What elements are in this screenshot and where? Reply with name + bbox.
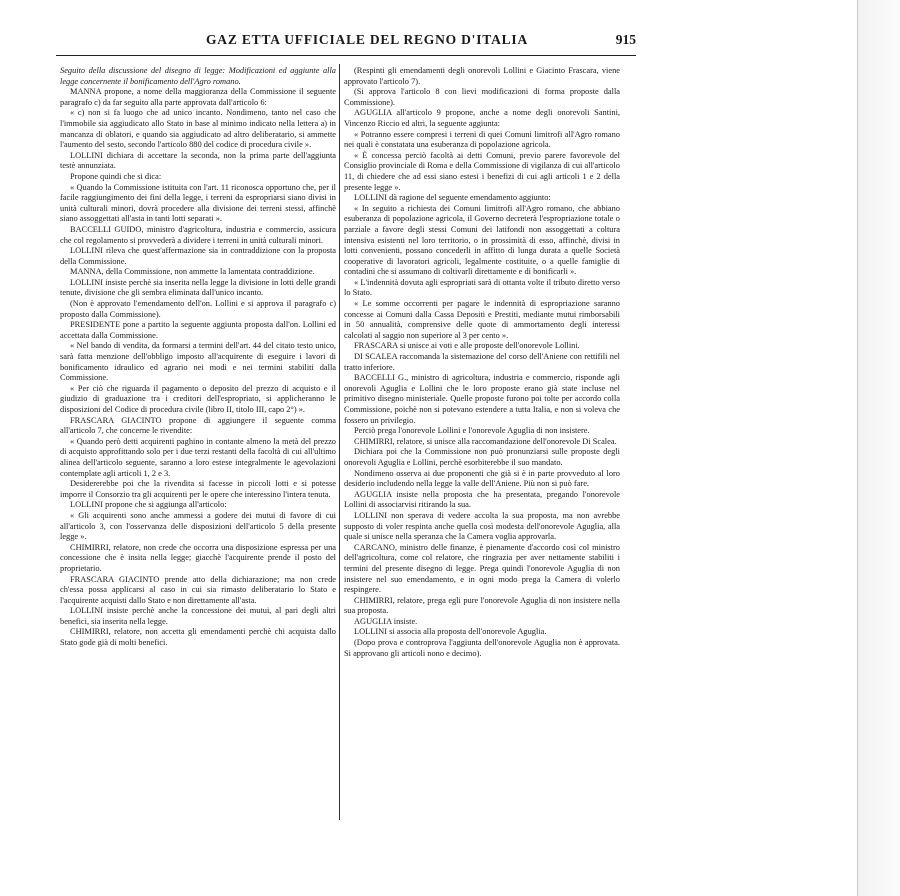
paragraph: Propone quindi che si dica: bbox=[70, 171, 162, 181]
paragraph: LOLLINI insiste perchè sia inserita nella legge la divisione in lotti delle grandi tenute, divisione che gli sembra eliminata dall'unico incanto. bbox=[60, 277, 336, 298]
paragraph: « Per ciò che riguarda il pagamento o deposito del prezzo di acquisto e il giudizio di graduazione tra i creditori dell'espropriato, si applicheranno le disposizioni del Codice di procedura civile (libro II, titolo III, capo 2°) ». bbox=[60, 383, 336, 414]
paragraph: PRESIDENTE pone a partito la seguente aggiunta proposta dall'on. Lollini ed accettata dalla Commissione. bbox=[60, 320, 336, 340]
paragraph: « Nel bando di vendita, da formarsi a termini dell'art. 44 del citato testo unico, sarà fatta menzione dell'obbligo imposto all'acquirente di eseguire i lavori di bonificamento idraulico ed agrario nei modi e nei termini stabiliti dalla Commissione. bbox=[60, 341, 336, 383]
paragraph: LOLLINI non sperava di vedere accolta la sua proposta, ma non avrebbe supposto di voler respinta anche quella così modesta dell'onorevole Aguglia, alla quale si unisce nella speranza che la Camera voglia approvarla. bbox=[344, 510, 620, 542]
paragraph: CHIMIRRI, relatore, non crede che occorra una disposizione espressa per una concessione che è insita nella legge; giacchè l'acquirente prende il posto del proprietario. bbox=[60, 542, 336, 573]
paragraph: Dichiara poi che la Commissione non può pronunziarsi sulle proposte degli onorevoli Aguglia e Lollini, perchè esorbiterebbe il suo mandato. bbox=[344, 447, 620, 467]
page-edge-shadow bbox=[858, 0, 900, 896]
paragraph: Seguito della discussione del disegno di legge: Modificazioni ed aggiunte alla legge concernente il bonificamento dell'Agro romano. bbox=[60, 66, 336, 86]
paragraph: AGUGLIA all'articolo 9 propone, anche a nome degli onorevoli Santini, Vincenzo Riccio ed altri, la seguente aggiunta: bbox=[344, 108, 620, 128]
paragraph: LOLLINI propone che si aggiunga all'articolo: bbox=[70, 500, 227, 510]
paragraph: FRASCARA GIACINTO prende atto della dichiarazione; ma non crede ch'essa possa applicarsi al caso in cui sia rimasto deliberatario lo Stato e l'acquirente acquisti dallo Stato e non direttamente all'asta. bbox=[60, 574, 336, 605]
paragraph: BACCELLI G., ministro di agricoltura, industria e commercio, risponde agli onorevoli Aguglia e Lollini che le loro proposte erano già state incluse nel primitivo disegno ministeriale. Quelle proposte furono poi tolte per accordo colla Commissione, poichè non si potevano estendere a tutta Italia, e non si voleva che fossero un privilegio. bbox=[344, 373, 620, 425]
gazette-title: GAZ ETTA UFFICIALE DEL REGNO D'ITALIA bbox=[206, 32, 529, 47]
paragraph: « È concessa perciò facoltà ai detti Comuni, previo parere favorevole del Consiglio provinciale di Roma e della Commissione di vigilanza di cui all'articolo 11, di chiedere che ad essi siano estesi i benefizi di cui agli articoli 1 e 2 della presente legge ». bbox=[344, 150, 620, 192]
paragraph: FRASCARA si unisce ai voti e alle proposte dell'onorevole Lollini. bbox=[354, 341, 580, 351]
paragraph: « L'indennità dovuta agli espropriati sarà di ottanta volte il tributo diretto verso lo Stato. bbox=[344, 277, 620, 298]
right-column bbox=[344, 66, 620, 659]
paragraph: CARCANO, ministro delle finanze, è pienamente d'accordo così col ministro dell'agricoltura, come col relatore, che ringrazia per aver nettamente stabiliti i termini del presente disegno di legge. Prega quindi l'onorevole Aguglia di non insistere nel suo emendamento, e in ogni modo prega la Camera di volerlo respingere. bbox=[344, 542, 620, 595]
paragraph: (Non è approvato l'emendamento dell'on. Lollini e si approva il paragrafo c) proposto dalla Commissione). bbox=[60, 299, 336, 319]
column-divider bbox=[339, 64, 340, 820]
paragraph: LOLLINI insiste perchè anche la concessione dei mutui, al pari degli altri benefici, sia inserita nella legge. bbox=[60, 606, 336, 626]
paragraph: « Quando però detti acquirenti paghino in contante almeno la metà del prezzo di acquisto approfittando solo per i due terzi restanti della facoltà di cui all'ultimo alinea dell'articolo seguente, saranno a loro estese integralmente le agevolazioni contemplate agli articoli 1, 2 e 3. bbox=[60, 436, 336, 478]
page-edge-line bbox=[857, 0, 858, 896]
paragraph: CHIMIRRI, relatore, si unisce alla raccomandazione dell'onorevole Di Scalea. bbox=[354, 436, 617, 446]
paragraph: (Dopo prova e controprova l'aggiunta dell'onorevole Aguglia non è approvata. Si approvano gli articoli nono e decimo). bbox=[344, 638, 620, 658]
page-header bbox=[56, 30, 636, 50]
paragraph: LOLLINI dà ragione del seguente emendamento aggiunto: bbox=[354, 193, 551, 203]
paragraph: Desidererebbe poi che la rivendita si facesse in piccoli lotti e si potesse imporre il Consorzio tra gli acquirenti per le opere che interessino l'intera tenuta. bbox=[60, 479, 336, 499]
page-number: 915 bbox=[615, 32, 636, 47]
paragraph: MANNA propone, a nome della maggioranza della Commissione il seguente paragrafo c) da far seguito alla parte approvata dall'articolo 6: bbox=[60, 87, 336, 107]
paragraph: (Si approva l'articolo 8 con lievi modificazioni di forma proposte dalla Commissione). bbox=[344, 87, 620, 107]
left-column bbox=[60, 66, 336, 649]
paragraph: AGUGLIA insiste. bbox=[354, 616, 418, 626]
paragraph: « In seguito a richiesta dei Comuni limitrofi all'Agro romano, che abbiano esuberanza di popolazione agricola, il Governo decreterà l'espropriazione totale o parziale a favore degli stessi Comuni dei latifondi non assoggettati a coltura intensiva esistenti nel loro territorio, o in prossimità di esso, affinchè, divisi in lotti convenienti, possano concederli in affitto di lunga durata a quelle Società cooperative di lavoratori agricoli, legalmente costituite, o a quelle famiglie di contadini che si assumano di coltivarli direttamente e di bonificarli ». bbox=[344, 203, 620, 277]
paragraph: BACCELLI GUIDO, ministro d'agricoltura, industria e commercio, assicura che col regolamento si provvederà a dividere i terreni in unità culturali minori. bbox=[60, 224, 336, 245]
header-rule bbox=[56, 55, 636, 56]
paragraph: « Gli acquirenti sono anche ammessi a godere dei mutui di favore di cui all'articolo 3, con l'osservanza delle disposizioni dell'articolo 5 della presente legge ». bbox=[60, 510, 336, 542]
paragraph: FRASCARA GIACINTO propone di aggiungere il seguente comma all'articolo 7, che concerne le rivendite: bbox=[60, 415, 336, 436]
paragraph: LOLLINI dichiara di accettare la seconda, non la prima parte dell'aggiunta testè annunziata. bbox=[60, 150, 336, 171]
paragraph: LOLLINI si associa alla proposta dell'onorevole Aguglia. bbox=[354, 627, 547, 637]
paragraph: « Le somme occorrenti per pagare le indennità di espropriazione saranno concesse ai Comuni dalla Cassa Depositi e Prestiti, mediante mutui rimborsabili in 50 annualità, comprensive delle quote di ammortamento degli interessi calcolati al saggio non superiore al 3 per cento ». bbox=[344, 299, 620, 340]
paragraph: AGUGLIA insiste nella proposta che ha presentata, pregando l'onorevole Lollini di associarvisi ritirando la sua. bbox=[344, 489, 620, 510]
paragraph: « Potranno essere compresi i terreni di quei Comuni limitrofi all'Agro romano nei quali è constatata una esuberanza di popolazione agricola. bbox=[344, 129, 620, 150]
paragraph: LOLLINI rileva che quest'affermazione sia in contraddizione con la proposta della Commissione. bbox=[60, 246, 336, 266]
paragraph: (Respinti gli emendamenti degli onorevoli Lollini e Giacinto Frascara, viene approvato l'articolo 7). bbox=[344, 66, 620, 86]
paragraph: CHIMIRRI, relatore, prega egli pure l'onorevole Aguglia di non insistere nella sua proposta. bbox=[344, 595, 620, 616]
paragraph: « Quando la Commissione istituita con l'art. 11 riconosca opportuno che, per il facile raggiungimento dei fini della legge, i terreni da espropriarsi siano divisi in unità culturali minori, dovrà procedere alla divisione dei terreni stessi, affinchè siano assoggettati all'asta in tanti lotti separati ». bbox=[60, 182, 336, 224]
paragraph: MANNA, della Commissione, non ammette la lamentata contraddizione. bbox=[70, 267, 315, 277]
paragraph: CHIMIRRI, relatore, non accetta gli emendamenti perchè chi acquista dallo Stato gode già di molti benefici. bbox=[60, 627, 336, 648]
paragraph: Nondimeno osserva ai due proponenti che già si è in parte provveduto al loro desiderio includendo nella legge la valle dell'Aniene. Più non si può fare. bbox=[344, 468, 620, 489]
paragraph: DI SCALEA raccomanda la sistemazione del corso dell'Aniene con rettifili nel tratto inferiore. bbox=[344, 352, 620, 372]
paragraph: « c) non si fa luogo che ad unico incanto. Nondimeno, tanto nel caso che l'immobile sia aggiudicato allo Stato in base al minimo indicato nella lettera a) in mancanza di oblatori, e quando sia aggiudicato ad altro deliberatario, si ammette l'aumento del sesto, secondo l'articolo 880 del codice di procedura civile ». bbox=[60, 108, 336, 150]
paragraph: Perciò prega l'onorevole Lollini e l'onorevole Aguglia di non insistere. bbox=[354, 426, 590, 436]
